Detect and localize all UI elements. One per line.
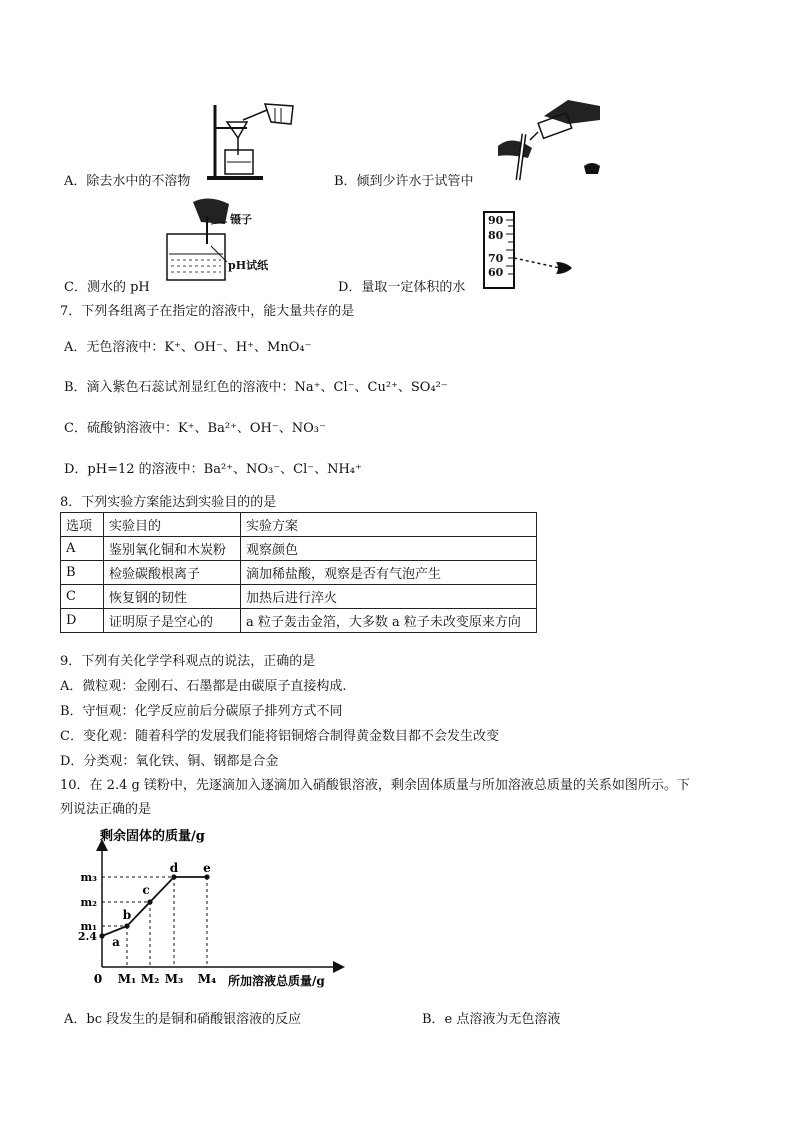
label-ph-paper: pH试纸 <box>228 259 269 272</box>
x-axis-label: 所加溶液总质量/g <box>228 974 325 988</box>
q10-stem-line2: 列说法正确的是 <box>60 802 152 817</box>
q7-option-a: A．无色溶液中：K⁺、OH⁻、H⁺、MnO₄⁻ <box>64 340 312 355</box>
q7-option-b: B．滴入紫色石蕊试剂显红色的溶液中：Na⁺、Cl⁻、Cu²⁺、SO₄²⁻ <box>64 380 448 395</box>
table-cell: 滴加稀盐酸，观察是否有气泡产生 <box>241 561 537 585</box>
x-tick-label: M₄ <box>197 972 217 986</box>
mass-line-chart <box>70 822 360 997</box>
y-tick-label: 2.4 <box>77 930 97 943</box>
cylinder-90: 90 <box>488 214 504 227</box>
table-cell: 检验碳酸根离子 <box>104 561 241 585</box>
q8-stem: 8．下列实验方案能达到实验目的的是 <box>60 495 277 510</box>
table-row <box>61 561 537 585</box>
q7-option-d: D．pH=12 的溶液中：Ba²⁺、NO₃⁻、Cl⁻、NH₄⁺ <box>64 462 362 477</box>
q6-option-c: C．测水的 pH <box>64 280 150 295</box>
q10-stem-line1: 10．在 2.4 g 镁粉中，先逐滴加入逐滴加入硝酸银溶液，剩余固体质量与所加溶液总质量的关系如图所示。下 <box>60 778 690 793</box>
q6-option-d: D．量取一定体积的水 <box>338 280 466 295</box>
table-cell: A <box>61 537 104 561</box>
data-point <box>99 933 104 938</box>
table-row <box>61 585 537 609</box>
table-row <box>61 609 537 633</box>
table-cell: 恢复钢的韧性 <box>104 585 241 609</box>
segment-label: a <box>112 935 120 949</box>
filtration-apparatus <box>205 100 300 182</box>
series-line <box>102 877 207 936</box>
segment-label: d <box>169 861 179 875</box>
label-tweezers: 镊子 <box>230 213 252 226</box>
data-point <box>124 923 129 928</box>
q7-stem: 7．下列各组离子在指定的溶液中，能大量共存的是 <box>60 304 355 319</box>
y-tick-label: m₂ <box>80 896 97 909</box>
q10-option-a: A．bc 段发生的是铜和硝酸银溶液的反应 <box>64 1012 302 1027</box>
table-cell: D <box>61 609 104 633</box>
q9-option-b: B．守恒观：化学反应前后分碳原子排列方式不同 <box>60 704 343 719</box>
table-cell: 证明原子是空心的 <box>104 609 241 633</box>
data-point <box>171 874 176 879</box>
experiment-table <box>60 512 537 633</box>
q6-option-b: B．倾到少许水于试管中 <box>334 174 474 189</box>
table-row <box>61 537 537 561</box>
table-header: 实验方案 <box>241 513 537 537</box>
data-point <box>204 874 209 879</box>
table-header: 选项 <box>61 513 104 537</box>
q9-option-d: D．分类观：氧化铁、铜、钢都是合金 <box>60 754 279 769</box>
segment-label: b <box>122 908 132 922</box>
q6-option-a: A．除去水中的不溶物 <box>64 174 191 189</box>
cylinder-70: 70 <box>488 252 504 265</box>
q7-option-c: C．硫酸钠溶液中：K⁺、Ba²⁺、OH⁻、NO₃⁻ <box>64 421 326 436</box>
cylinder-60: 60 <box>488 266 504 279</box>
q9-option-a: A．微粒观：金刚石、石墨都是由碳原子直接构成. <box>60 679 347 694</box>
x-tick-label: M₃ <box>164 972 184 986</box>
table-cell: a 粒子轰击金箔，大多数 a 粒子未改变原来方向 <box>241 609 537 633</box>
data-point <box>147 899 152 904</box>
table-cell: 观察颜色 <box>241 537 537 561</box>
x-tick-label: M₁ <box>117 972 137 986</box>
segment-label: e <box>203 861 211 875</box>
segment-label: c <box>142 883 150 897</box>
table-cell: B <box>61 561 104 585</box>
y-tick-label: m₁ <box>80 920 97 933</box>
q10-option-b: B．e 点溶液为无色溶液 <box>422 1012 561 1027</box>
table-cell: 鉴别氧化铜和木炭粉 <box>104 537 241 561</box>
cylinder-80: 80 <box>488 229 504 242</box>
q9-option-c: C．变化观：随着科学的发展我们能将铝铜熔合制得黄金数目都不会发生改变 <box>60 729 499 744</box>
y-axis-label: 剩余固体的质量/g <box>100 829 205 844</box>
pouring-apparatus <box>488 96 608 184</box>
x-tick-label: M₂ <box>140 972 160 986</box>
y-tick-label: m₃ <box>80 871 97 884</box>
table-cell: 加热后进行淬火 <box>241 585 537 609</box>
table-header-row <box>61 513 537 537</box>
table-cell: C <box>61 585 104 609</box>
x-tick-label: 0 <box>93 972 103 986</box>
q9-stem: 9．下列有关化学学科观点的说法，正确的是 <box>60 654 316 669</box>
table-header: 实验目的 <box>104 513 241 537</box>
